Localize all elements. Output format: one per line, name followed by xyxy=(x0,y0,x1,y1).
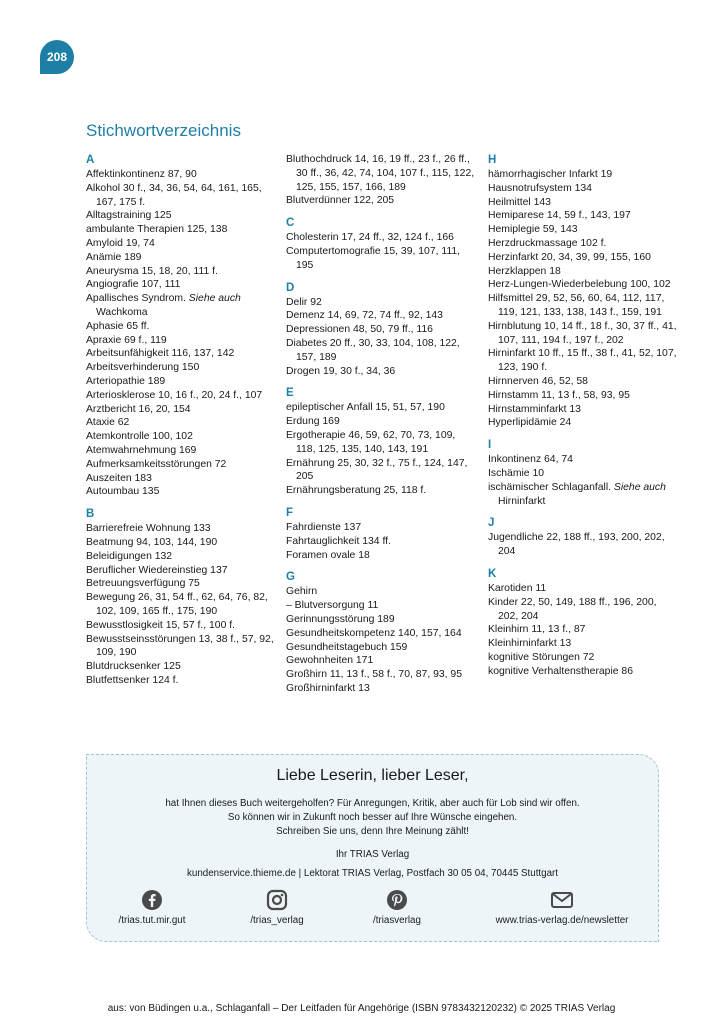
index-entry xyxy=(488,453,678,467)
index-entry xyxy=(286,337,476,365)
index-entry-text: Demenz 14, 69, 72, 74 ff., 92, 143 xyxy=(286,310,443,322)
index-letter-heading: E xyxy=(286,387,294,400)
index-entry xyxy=(286,323,476,337)
index-entry-text: Karotiden 11 xyxy=(488,582,547,594)
index-entry xyxy=(286,415,476,429)
index-entry xyxy=(286,627,476,641)
index-entry xyxy=(488,596,678,624)
index-entry xyxy=(86,416,276,430)
index-entry xyxy=(86,278,276,292)
index-entry xyxy=(86,472,276,486)
index-entry xyxy=(286,245,476,273)
index-entry-text: Barrierefreie Wohnung 133 xyxy=(86,523,211,535)
index-entry xyxy=(86,619,276,633)
index-entry xyxy=(488,375,678,389)
index-entry-text: Beleidigungen 132 xyxy=(86,550,173,562)
index-entry xyxy=(488,531,678,559)
index-entry xyxy=(286,521,476,535)
index-entry-text: Bluthochdruck 14, 16, 19 ff., 23 f., 26 ff., 30 ff., 36, 42, 74, 104, 107 f., 115, 122, 125, 155, 157, 166, 189 xyxy=(286,154,475,193)
index-entry xyxy=(286,484,476,498)
index-entry xyxy=(488,265,678,279)
index-entry-text: Beruflicher Wiedereinstieg 137 xyxy=(86,564,228,576)
index-entry-text: Fahrtauglichkeit 134 ff. xyxy=(286,535,391,547)
index-entry-text: Hirninfarkt xyxy=(498,495,546,507)
index-entry-text: Inkontinenz 64, 74 xyxy=(488,454,573,466)
index-entry-text: Heilmittel 143 xyxy=(488,196,551,208)
index-entry-text: Siehe auch xyxy=(188,293,241,305)
index-entry xyxy=(286,668,476,682)
index-entry-text: Auszeiten 183 xyxy=(86,472,152,484)
index-column-2 xyxy=(286,153,476,696)
notice-signature: Ihr TRIAS Verlag xyxy=(335,849,410,860)
index-entry-text: Bewusstlosigkeit 15, 57 f., 100 f. xyxy=(86,619,236,631)
index-letter-heading: A xyxy=(86,154,95,166)
index-entry xyxy=(86,430,276,444)
index-entry xyxy=(488,237,678,251)
page-title: Stichwortverzeichnis xyxy=(86,121,241,140)
index-entry-text: Arbeitsunfähigkeit 116, 137, 142 xyxy=(86,348,235,360)
index-entry-text: Ernährung 25, 30, 32 f., 75 f., 124, 147, 205 xyxy=(286,457,468,483)
index-entry-text: Depressionen 48, 50, 79 ff., 116 xyxy=(286,324,433,336)
index-entry xyxy=(86,485,276,499)
index-entry-text: Blutdrucksenker 125 xyxy=(86,661,181,673)
index-entry-text: Gewohnheiten 171 xyxy=(286,655,374,667)
index-entry-text: Arztbericht 16, 20, 154 xyxy=(86,403,191,415)
index-entry xyxy=(286,153,476,194)
index-entry xyxy=(86,334,276,348)
index-entry-text: epileptischer Anfall 15, 51, 57, 190 xyxy=(286,402,445,414)
index-entry xyxy=(86,444,276,458)
index-entry-text: Siehe auch xyxy=(613,481,666,493)
index-entry-text: Ataxie 62 xyxy=(86,417,130,429)
index-entry xyxy=(488,320,678,348)
facebook-label: /trias.tut.mir.gut xyxy=(118,915,186,926)
index-entry xyxy=(488,292,678,320)
index-entry xyxy=(286,231,476,245)
index-entry xyxy=(86,209,276,223)
index-entry-text: – Blutversorgung 11 xyxy=(286,600,379,612)
index-entry xyxy=(488,251,678,265)
index-entry-text: Ernährungsberatung 25, 118 f. xyxy=(286,485,427,497)
index-entry xyxy=(86,674,276,688)
index-entry xyxy=(286,194,476,208)
index-entry-text: Bewegung 26, 31, 54 ff., 62, 64, 76, 82, 102, 109, 165 ff., 175, 190 xyxy=(86,592,268,617)
index-entry-text: Amyloid 19, 74 xyxy=(86,237,155,249)
notice-body xyxy=(87,797,658,839)
index-entry xyxy=(86,522,276,536)
index-entry-text: Herzinfarkt 20, 34, 39, 99, 155, 160 xyxy=(488,251,651,263)
index-entry-text: Aneurysma 15, 18, 20, 111 f. xyxy=(86,265,218,277)
index-entry-text: Hyperlipidämie 24 xyxy=(488,417,572,429)
newsletter-link[interactable] xyxy=(472,889,652,926)
index-entry-text: Atemwahrnehmung 169 xyxy=(86,444,197,456)
index-entry xyxy=(286,401,476,415)
index-entry xyxy=(488,168,678,182)
facebook-icon xyxy=(141,889,163,911)
index-column-1 xyxy=(86,153,276,688)
index-entry-text: Hemiplegie 59, 143 xyxy=(488,224,578,236)
index-entry-text: Autoumbau 135 xyxy=(86,486,160,498)
facebook-link[interactable] xyxy=(107,889,197,926)
index-entry-text: Arbeitsverhinderung 150 xyxy=(86,362,200,374)
index-entry xyxy=(488,582,678,596)
index-entry xyxy=(488,278,678,292)
index-entry-text: Kleinhirninfarkt 13 xyxy=(488,638,572,650)
index-entry xyxy=(286,682,476,696)
index-entry xyxy=(86,550,276,564)
index-entry-text: Hemiparese 14, 59 f., 143, 197 xyxy=(488,210,631,222)
index-letter-heading: J xyxy=(488,517,495,530)
index-entry xyxy=(488,403,678,417)
index-entry-text: Gerinnungsstörung 189 xyxy=(286,613,395,625)
index-entry xyxy=(488,651,678,665)
index-entry-text: hämorrhagischer Infarkt 19 xyxy=(488,169,613,180)
notice-heading: Liebe Leserin, lieber Leser, xyxy=(276,767,469,784)
index-letter-heading: D xyxy=(286,281,295,294)
instagram-label: /trias_verlag xyxy=(250,915,304,926)
index-entry-text: Apraxie 69 f., 119 xyxy=(86,334,167,346)
pinterest-link[interactable] xyxy=(352,889,442,926)
index-entry xyxy=(286,535,476,549)
index-entry-text: ischämischer Schlaganfall. xyxy=(488,481,614,493)
index-entry-text: Atemkontrolle 100, 102 xyxy=(86,431,193,443)
index-entry-text: kognitive Störungen 72 xyxy=(488,651,595,663)
index-entry xyxy=(86,633,276,661)
index-entry xyxy=(488,209,678,223)
reader-notice-box xyxy=(86,754,659,942)
index-entry xyxy=(86,577,276,591)
pinterest-icon xyxy=(386,889,408,911)
index-entry-text: Hausnotrufsystem 134 xyxy=(488,182,592,194)
index-entry-text: Herzklappen 18 xyxy=(488,265,561,277)
index-entry-text: Gesundheitstagebuch 159 xyxy=(286,641,408,653)
index-entry xyxy=(286,654,476,668)
index-column-3 xyxy=(488,153,678,679)
index-entry-text: Hirnstamm 11, 13 f., 58, 93, 95 xyxy=(488,389,630,401)
index-entry xyxy=(286,457,476,485)
index-entry-text: Alkohol 30 f., 34, 36, 54, 64, 161, 165, 167, 175 f. xyxy=(86,182,262,208)
index-entry-text: Großhirninfarkt 13 xyxy=(286,682,370,694)
index-entry-text: Bewusstseinsstörungen 13, 38 f., 57, 92, 109, 190 xyxy=(86,633,274,659)
index-entry-text: Beatmung 94, 103, 144, 190 xyxy=(86,536,218,548)
index-entry-text: Aphasie 65 ff. xyxy=(86,320,150,332)
index-entry xyxy=(86,265,276,279)
index-entry-text: Gesundheitskompetenz 140, 157, 164 xyxy=(286,627,462,639)
index-entry-text: ambulante Therapien 125, 138 xyxy=(86,224,228,236)
index-entry-text: Herzdruckmassage 102 f. xyxy=(488,237,607,249)
index-entry xyxy=(488,665,678,679)
index-entry-text: Hirnnerven 46, 52, 58 xyxy=(488,375,588,387)
newsletter-label: www.trias-verlag.de/newsletter xyxy=(495,915,629,926)
index-entry xyxy=(86,458,276,472)
mail-icon xyxy=(550,889,574,911)
index-entry-text: Betreuungsverfügung 75 xyxy=(86,578,200,590)
index-entry-text: Affektinkontinenz 87, 90 xyxy=(86,169,197,180)
index-entry-text: Anämie 189 xyxy=(86,251,142,263)
index-entry-text: Drogen 19, 30 f., 34, 36 xyxy=(286,365,396,377)
index-entry-text: Aufmerksamkeitsstörungen 72 xyxy=(86,458,227,470)
page-footer: aus: von Büdingen u.a., Schlaganfall – Der Leitfaden für Angehörige (ISBN 9783432120232) © 2025 TRIAS Verlag xyxy=(107,1003,616,1014)
index-entry-text: Großhirn 11, 13 f., 58 f., 70, 87, 93, 95 xyxy=(286,669,462,681)
index-entry-text: Fahrdienste 137 xyxy=(286,521,362,533)
index-entry-text: Arteriosklerose 10, 16 f., 20, 24 f., 107 xyxy=(86,389,263,401)
notice-contact[interactable]: kundenservice.thieme.de | Lektorat TRIAS Verlag, Postfach 30 05 04, 70445 Stuttgart xyxy=(186,868,559,879)
index-entry xyxy=(86,403,276,417)
index-entry-text: Hirninfarkt 10 ff., 15 ff., 38 f., 41, 52, 107, 123, 190 f. xyxy=(488,348,677,374)
index-entry-text: Herz-Lungen-Wiederbelebung 100, 102 xyxy=(488,279,671,291)
index-entry-text: Angiografie 107, 111 xyxy=(86,279,181,291)
instagram-icon xyxy=(266,889,288,911)
index-entry-text: Foramen ovale 18 xyxy=(286,549,370,561)
index-entry-text: Blutfettsenker 124 f. xyxy=(86,674,179,686)
index-entry xyxy=(286,585,476,599)
index-entry xyxy=(86,591,276,619)
index-entry xyxy=(488,481,678,509)
index-entry-text: Delir 92 xyxy=(286,296,322,308)
index-entry xyxy=(86,536,276,550)
index-entry xyxy=(86,347,276,361)
index-entry xyxy=(286,641,476,655)
notice-line: So können wir in Zukunft noch besser auf Ihre Wünsche eingehen. xyxy=(227,812,518,823)
notice-line: hat Ihnen dieses Buch weitergeholfen? Für Anregungen, Kritik, aber auch für Lob sind wir offen. xyxy=(165,798,580,809)
index-entry xyxy=(488,347,678,375)
index-entry-text: Diabetes 20 ff., 30, 33, 104, 108, 122, 157, 189 xyxy=(286,337,460,363)
index-entry xyxy=(488,196,678,210)
index-letter-heading: G xyxy=(286,571,295,584)
index-entry-text: Computertomografie 15, 39, 107, 111, 195 xyxy=(286,245,461,271)
page-number-badge: 208 xyxy=(40,40,74,74)
index-letter-heading: K xyxy=(488,567,497,580)
instagram-link[interactable] xyxy=(232,889,322,926)
index-entry-text: Cholesterin 17, 24 ff., 32, 124 f., 166 xyxy=(286,232,454,244)
index-entry xyxy=(286,613,476,627)
index-entry-text: Hilfsmittel 29, 52, 56, 60, 64, 112, 117, 119, 121, 133, 138, 143 f., 159, 191 xyxy=(488,293,665,318)
notice-line: Schreiben Sie uns, denn Ihre Meinung zählt! xyxy=(276,826,469,837)
index-letter-heading: I xyxy=(488,439,492,452)
index-entry-text: Ergotherapie 46, 59, 62, 70, 73, 109, 118, 125, 135, 140, 143, 191 xyxy=(286,429,456,455)
index-entry xyxy=(86,182,276,210)
index-entry-text: Jugendliche 22, 188 ff., 193, 200, 202, 204 xyxy=(488,532,665,558)
index-letter-heading: H xyxy=(488,154,497,166)
index-entry xyxy=(86,375,276,389)
pinterest-label: /triasverlag xyxy=(373,915,421,926)
index-entry-text: Wachkoma xyxy=(96,306,148,318)
index-entry xyxy=(488,182,678,196)
index-entry-text: Arteriopathie 189 xyxy=(86,375,166,387)
index-entry-text: Erdung 169 xyxy=(286,416,340,428)
index-entry xyxy=(488,416,678,430)
index-letter-heading: C xyxy=(286,217,295,230)
index-entry xyxy=(86,389,276,403)
index-entry-text: Kinder 22, 50, 149, 188 ff., 196, 200, 202, 204 xyxy=(488,596,657,622)
index-entry xyxy=(286,599,476,613)
index-entry xyxy=(86,237,276,251)
index-entry-text: Alltagstraining 125 xyxy=(86,210,172,222)
index-entry xyxy=(86,660,276,674)
index-entry-text: Apallisches Syndrom. xyxy=(86,293,189,305)
index-entry-text: Hirnblutung 10, 14 ff., 18 f., 30, 37 ff., 41, 107, 111, 194 f., 197 f., 202 xyxy=(488,320,677,346)
index-letter-heading: B xyxy=(86,508,95,521)
index-entry-text: Blutverdünner 122, 205 xyxy=(286,195,395,207)
index-entry xyxy=(286,296,476,310)
index-entry xyxy=(488,389,678,403)
index-entry-text: Ischämie 10 xyxy=(488,467,545,479)
index-entry xyxy=(86,168,276,182)
index-entry xyxy=(86,564,276,578)
index-entry xyxy=(488,467,678,481)
index-entry xyxy=(86,292,276,320)
index-entry xyxy=(86,320,276,334)
index-entry xyxy=(488,223,678,237)
index-entry xyxy=(488,637,678,651)
index-entry xyxy=(286,429,476,457)
index-entry xyxy=(86,251,276,265)
index-letter-heading: F xyxy=(286,506,294,519)
index-entry-text: Kleinhirn 11, 13 f., 87 xyxy=(488,624,586,636)
index-entry-text: Gehirn xyxy=(286,586,318,598)
index-entry xyxy=(488,623,678,637)
index-entry xyxy=(86,361,276,375)
index-entry xyxy=(286,365,476,379)
index-entry xyxy=(86,223,276,237)
index-entry xyxy=(286,549,476,563)
index-entry-text: kognitive Verhaltenstherapie 86 xyxy=(488,665,633,677)
index-entry-text: Hirnstamminfarkt 13 xyxy=(488,403,581,415)
index-entry xyxy=(286,309,476,323)
social-links xyxy=(87,889,658,933)
